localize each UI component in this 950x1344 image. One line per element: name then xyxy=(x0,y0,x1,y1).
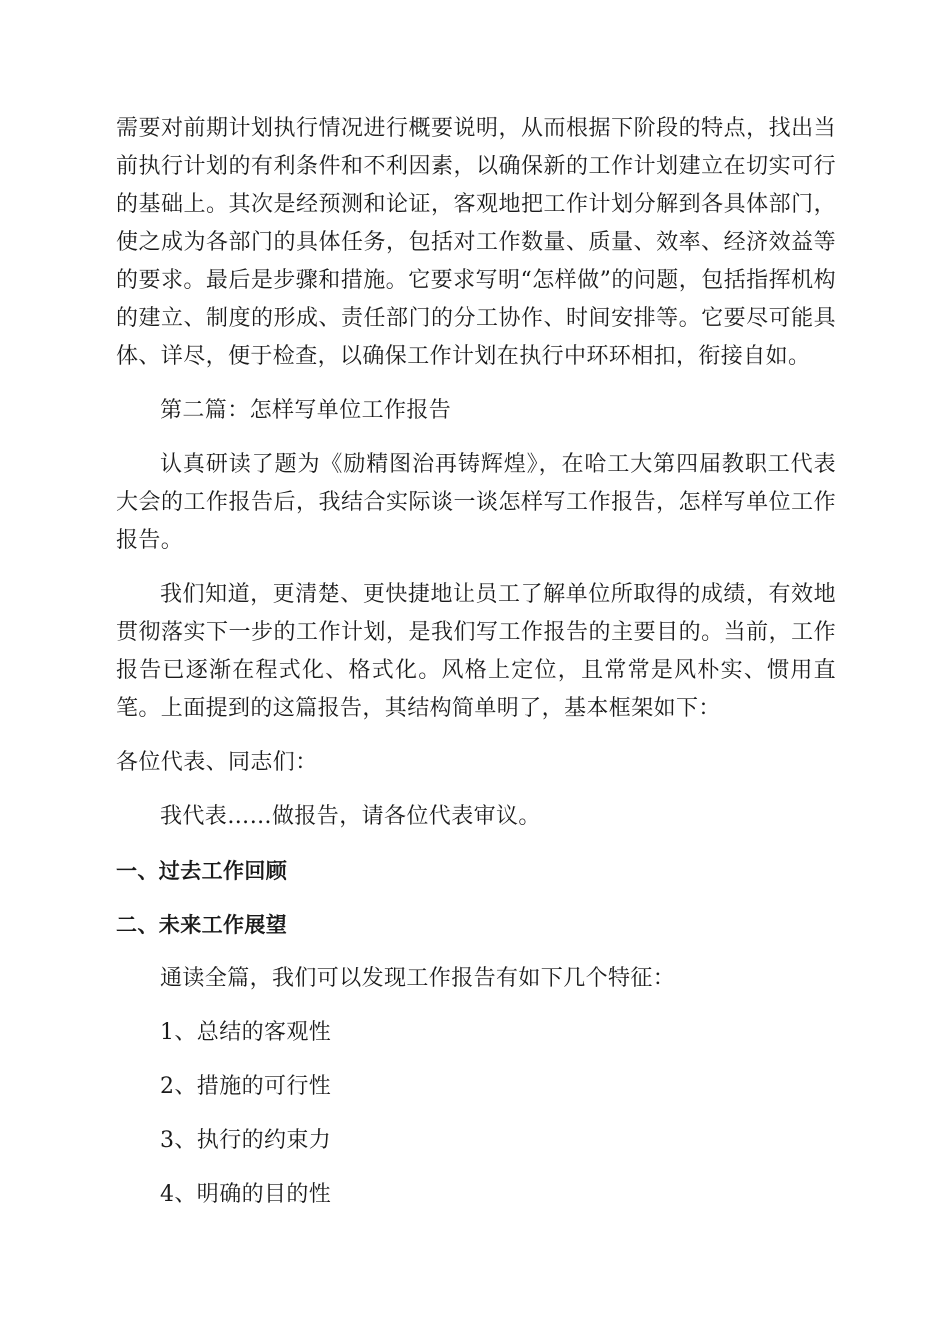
body-paragraph: 需要对前期计划执行情况进行概要说明，从而根据下阶段的特点，找出当前执行计划的有利条件和不利因素，以确保新的工作计划建立在切实可行的基础上。其次是经预测和论证，客观地把工作计划分解到各具体部门，使之成为各部门的具体任务，包括对工作数量、质量、效率、经济效益等的要求。最后是步骤和措施。它要求写明“怎样做”的问题，包括指挥机构的建立、制度的形成、责任部门的分工协作、时间安排等。它要尽可能具体、详尽，便于检查，以确保工作计划在执行中环环相扣，衔接自如。 xyxy=(116,116,836,369)
greeting-line: 各位代表、同志们： xyxy=(116,750,318,775)
document-page xyxy=(116,110,836,1230)
heading-future-outlook: 二、未来工作展望 xyxy=(116,913,288,937)
body-paragraph: 认真研读了题为《励精图治再铸辉煌》，在哈工大第四届教职工代表大会的工作报告后，我结合实际谈一谈怎样写工作报告，怎样写单位工作报告。 xyxy=(116,452,836,553)
feature-item: 4、明确的目的性 xyxy=(160,1182,332,1207)
reading-line: 通读全篇，我们可以发现工作报告有如下几个特征： xyxy=(160,966,676,991)
heading-past-review: 一、过去工作回顾 xyxy=(116,859,288,883)
intro-line: 我代表……做报告，请各位代表审议。 xyxy=(160,804,541,829)
feature-item: 3、执行的约束力 xyxy=(160,1128,332,1153)
feature-item: 1、总结的客观性 xyxy=(160,1020,332,1045)
body-paragraph: 我们知道，更清楚、更快捷地让员工了解单位所取得的成绩，有效地贯彻落实下一步的工作计划，是我们写工作报告的主要目的。当前，工作报告已逐渐在程式化、格式化。风格上定位，且常常是风朴实、惯用直笔。上面提到的这篇报告，其结构简单明了，基本框架如下： xyxy=(116,582,836,721)
feature-item: 2、措施的可行性 xyxy=(160,1074,332,1099)
section-title: 第二篇：怎样写单位工作报告 xyxy=(160,398,452,423)
